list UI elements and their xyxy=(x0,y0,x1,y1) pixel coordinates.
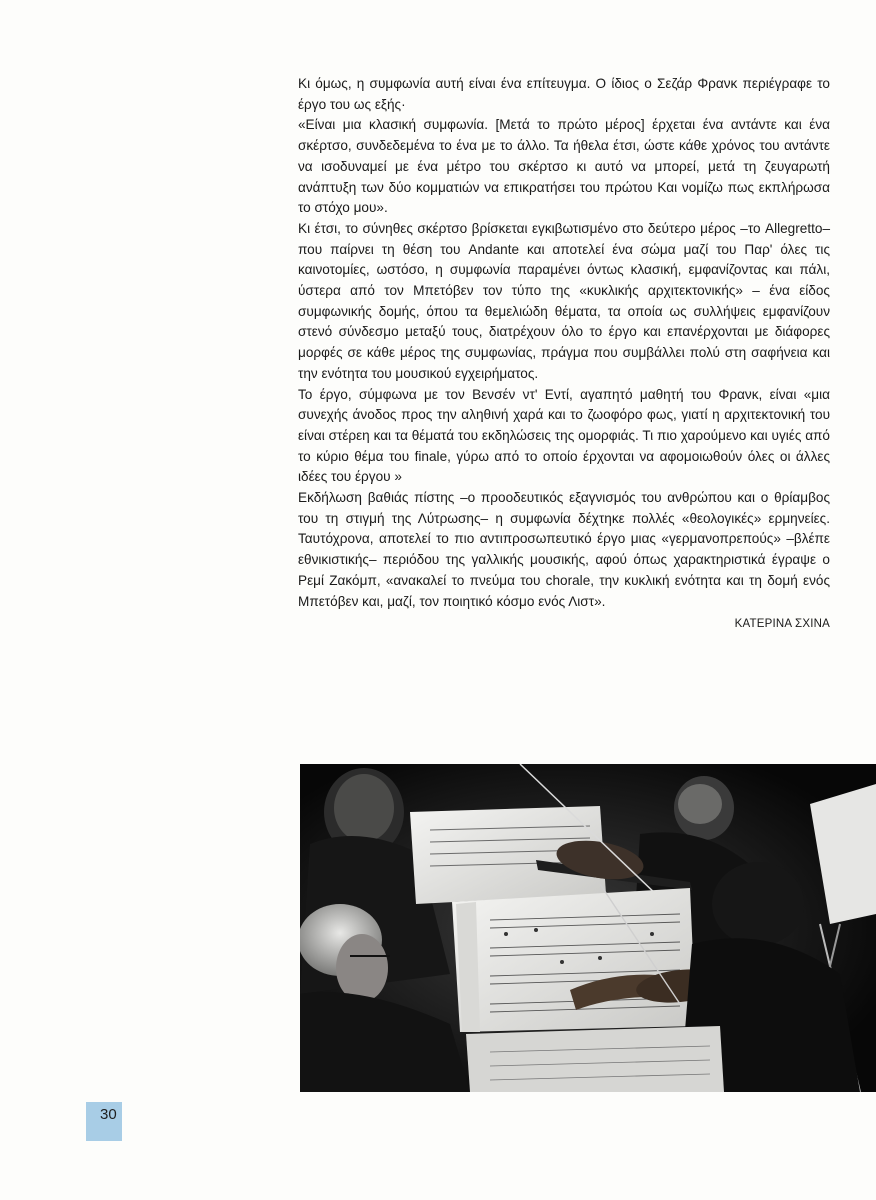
page-number: 30 xyxy=(86,1102,122,1141)
article-text xyxy=(298,74,830,635)
article-paragraph: Κι έτσι, το σύνηθες σκέρτσο βρίσκεται εγκιβωτισμένο στο δεύτερο μέρος –το Allegretto– που παίρνει τη θέση του Andante και αποτελεί ένα σώμα μαζί του Παρ' όλες τις καινοτομίες, ωστόσο, η συμφωνία παραμένει όντως κλασική, εμφανίζοντας και πάλι, ύστερα από τον Μπετόβεν τον τύπο της «κυκλικής αρχιτεκτονικής» – ένα είδος συμφωνικής δομής, όπου τα θεμελιώδη θέματα, τα οποία ως συλλήψεις εμφανίζουν στενό σύνδεσμο μεταξύ τους, διατρέχουν όλο το έργο και επανέρχονται με διάφορες μορφές σε κάθε μέρος της συμφωνίας, πράγμα που συμβάλλει πολύ στη σαφήνεια και την ενότητα του μουσικού εγχειρήματος. xyxy=(298,220,830,381)
article-paragraph: Εκδήλωση βαθιάς πίστης –ο προοδευτικός εξαγνισμός του ανθρώπου και ο θρίαμβος του τη στιγμή της Λύτρωσης– η συμφωνία δέχτηκε πολλές «θεολογικές» ερμηνείες. Ταυτόχρονα, αποτελεί το πιο αντιπροσωπευτικό έργο μιας «γερμανοπρεπούς» –βλέπε εθνικιστικής– περιόδου της γαλλικής μουσικής, αφού όπως χαρακτηριστικά έγραψε ο Ρεμί Ζακόμπ, «ανακαλεί το πνεύμα του chorale, την κυκλική ενότητα και τη δομή ενός Μπετόβεν και, μαζί, τον ποιητικό κόσμο ενός Λιστ». xyxy=(298,490,830,609)
article-paragraph: «Είναι μια κλασική συμφωνία. [Μετά το πρώτο μέρος] έρχεται ένα αντάντε και ένα σκέρτσο, συνδεδεμένα το ένα με το άλλο. Τα ήθελα έτσι, ώστε κάθε χρόνος του αντάντε να ισοδυναμεί με ένα μέτρο του σκέρτσο κι αυτό να μπορεί, μετά τη ζευγαρωτή ανάπτυξη των δύο κομματιών να επικρατήσει του πρώτου Και νομίζω πως εκπλήρωσα το στόχο μου». xyxy=(298,117,830,216)
author-name: ΚΑΤΕΡΙΝΑ ΣΧΙΝΑ xyxy=(734,618,830,631)
article-paragraph: Το έργο, σύμφωνα με τον Βενσέν ντ' Εντί, αγαπητό μαθητή του Φρανκ, είναι «μια συνεχής άνοδος προς την αληθινή χαρά και το ζωοφόρο φως, γιατί η αρχιτεκτονική του είναι στέρεη και τα θέματά του εκδηλώσεις της ομορφιάς. Τι πιο χαρούμενο και υγιές από το κύριο θέμα του finale, γύρω από το οποίο έρχονται να αφομοιωθούν όλες οι άλλες ιδέες του έργου » xyxy=(298,386,830,485)
orchestra-photo xyxy=(300,764,876,1092)
article-paragraph: Κι όμως, η συμφωνία αυτή είναι ένα επίτευγμα. Ο ίδιος ο Σεζάρ Φρανκ περιέγραφε το έργο του ως εξής· xyxy=(298,76,830,112)
